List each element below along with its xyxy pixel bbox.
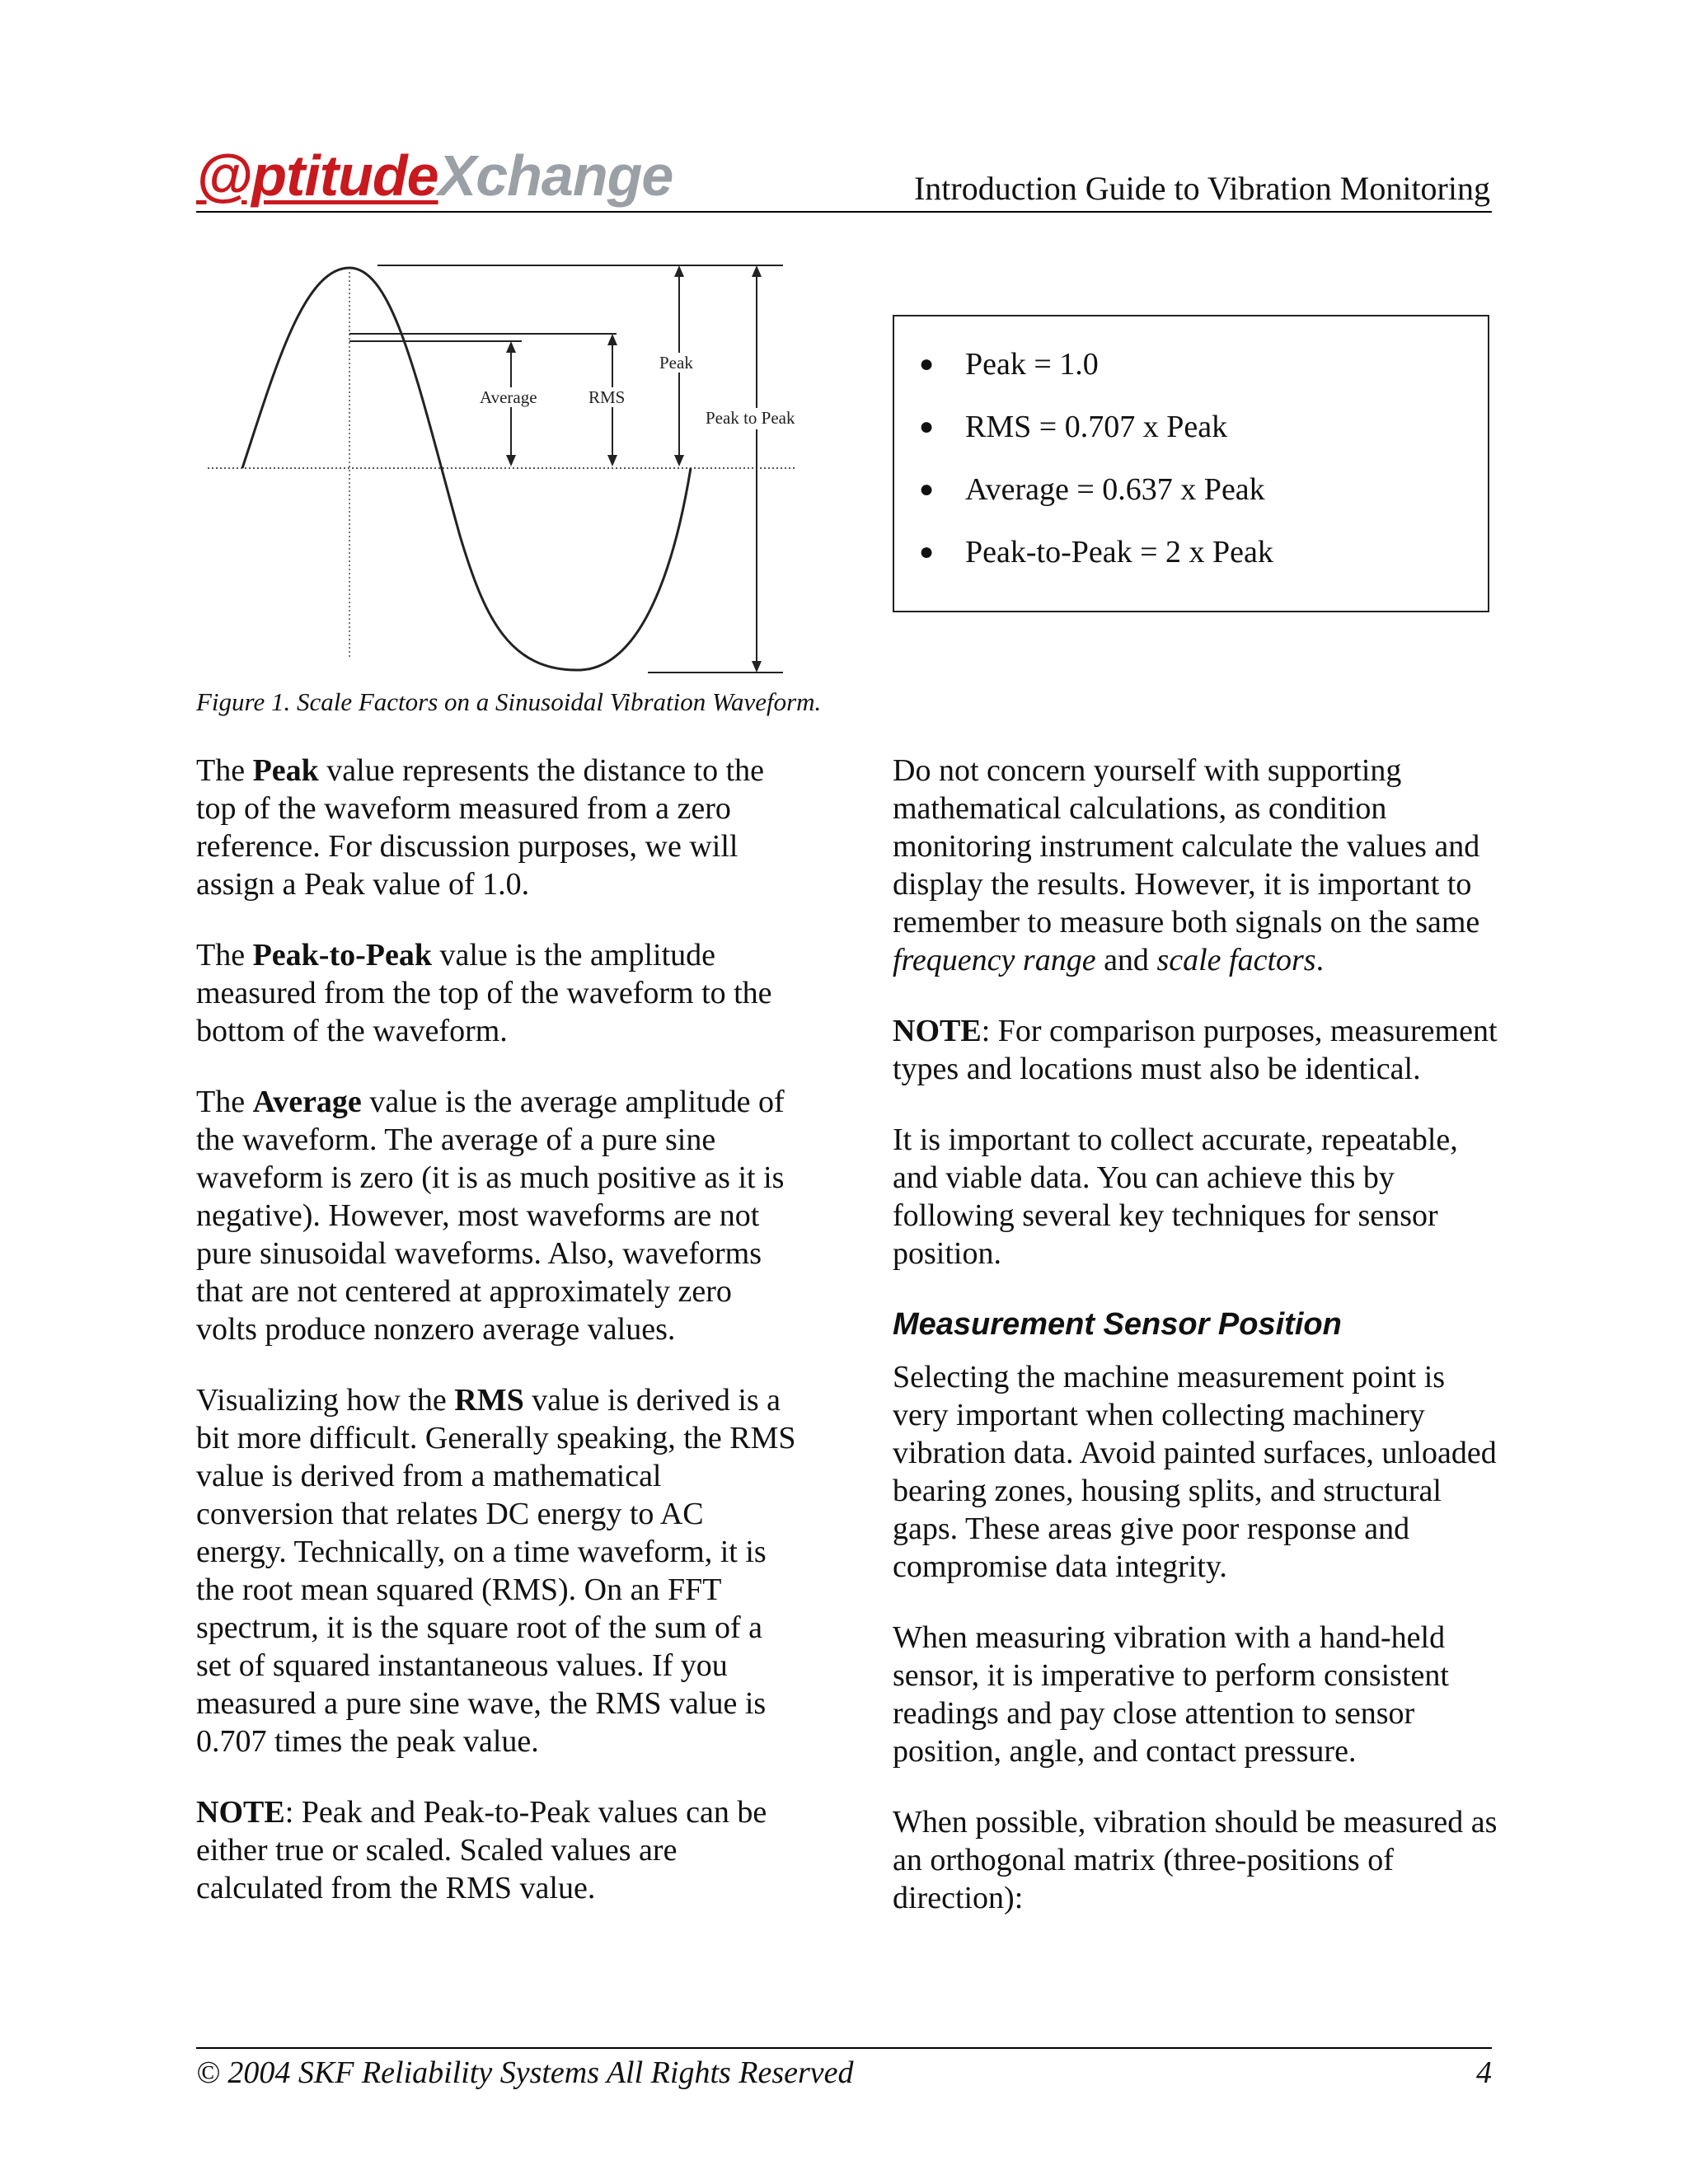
waveform-figure bbox=[196, 247, 814, 676]
copyright: © 2004 SKF Reliability Systems All Rights Reserved bbox=[196, 2055, 854, 2090]
paragraph-note-comparison bbox=[893, 1012, 1503, 1088]
factor-average: Average = 0.637 x Peak bbox=[965, 472, 1265, 507]
section-heading: Measurement Sensor Position bbox=[893, 1307, 1342, 1342]
list-item bbox=[917, 396, 1488, 458]
paragraph-average bbox=[196, 1083, 798, 1348]
logo bbox=[196, 143, 673, 208]
average-arrowhead-down bbox=[506, 455, 516, 466]
paragraph-hand-held: When measuring vibration with a hand-held sensor, it is imperative to perform consistent readings and pay close attention to sensor position, angle, and contact pressure. bbox=[893, 1620, 1449, 1769]
sine-wave bbox=[242, 268, 691, 670]
paragraph-peak bbox=[196, 752, 798, 903]
paragraph-orthogonal: When possible, vibration should be measured as an orthogonal matrix (three-positions of direction): bbox=[893, 1805, 1498, 1915]
logo-suffix: Xchange bbox=[438, 143, 673, 208]
figure-caption: Figure 1. Scale Factors on a Sinusoidal Vibration Waveform. bbox=[196, 687, 822, 716]
rms-arrowhead-up bbox=[607, 334, 617, 345]
paragraph-calculations bbox=[893, 752, 1503, 979]
bullet-icon: ● bbox=[919, 413, 935, 440]
list-item bbox=[917, 521, 1488, 583]
peak-to-peak-label: Peak to Peak bbox=[706, 408, 795, 428]
average-arrowhead-up bbox=[506, 341, 516, 353]
paragraph-measurement-point: Selecting the machine measurement point is very important when collecting machinery vibration data. Avoid painted surfaces, unloaded bearing zones, housing splits, and structural gaps. These areas give poor response and compromise data integrity. bbox=[893, 1360, 1497, 1584]
paragraph-accurate-data: It is important to collect accurate, repeatable, and viable data. You can achieve this by following several key techniques for sensor position. bbox=[893, 1122, 1458, 1271]
peak-label: Peak bbox=[659, 353, 693, 373]
bullet-icon: ● bbox=[919, 350, 935, 377]
document-title: Introduction Guide to Vibration Monitoring bbox=[913, 170, 1490, 207]
term-scale-factors: scale factors bbox=[1156, 943, 1316, 977]
right-column bbox=[893, 752, 1503, 1950]
waveform-diagram bbox=[196, 247, 814, 676]
text-run: : Peak and Peak-to-Peak values can be either true or scaled. Scaled values are calculated from the RMS value. bbox=[196, 1795, 767, 1905]
scale-factor-box bbox=[893, 315, 1489, 612]
text-run: and bbox=[1095, 943, 1157, 977]
peak-arrowhead-down bbox=[674, 455, 684, 466]
page-number: 4 bbox=[1476, 2055, 1492, 2090]
bullet-icon: ● bbox=[919, 538, 935, 565]
text-run: value represents the distance to the top of the waveform measured from a zero reference. For discussion purposes, we will assign a Peak value of 1.0. bbox=[196, 753, 765, 902]
term-rms: RMS bbox=[454, 1383, 524, 1418]
note-label: NOTE bbox=[196, 1795, 285, 1830]
text-run: value is the amplitude measured from the top of the waveform to the bottom of the waveform. bbox=[196, 938, 772, 1048]
term-peak: Peak bbox=[252, 753, 319, 788]
paragraph-rms bbox=[196, 1381, 798, 1760]
paragraph-peak-to-peak bbox=[196, 936, 798, 1050]
factor-peak: Peak = 1.0 bbox=[965, 347, 1099, 382]
average-label: Average bbox=[480, 387, 537, 407]
factor-rms: RMS = 0.707 x Peak bbox=[965, 410, 1228, 444]
text-run: . bbox=[1315, 943, 1325, 977]
footer-divider bbox=[196, 2047, 1492, 2049]
list-item bbox=[917, 333, 1488, 396]
peak-to-peak-arrowhead-down bbox=[752, 661, 762, 673]
text-run: value is derived is a bit more difficult. Generally speaking, the RMS value is derived from a mathematical conversion that relates DC energy to AC energy. Technically, on a time waveform, it is the root mean squared (RMS). On an FFT spectrum, it is the square root of the sum of a set of squared instantaneous values. If you measured a pure sine wave, the RMS value is 0.707 times the peak value. bbox=[196, 1383, 796, 1759]
text-run: The bbox=[196, 1085, 253, 1119]
header-divider bbox=[196, 211, 1492, 213]
rms-arrowhead-down bbox=[607, 455, 617, 466]
text-run: Visualizing how the bbox=[196, 1383, 455, 1418]
scale-factor-list bbox=[894, 316, 1488, 583]
rms-label: RMS bbox=[588, 387, 626, 407]
term-peak-to-peak: Peak-to-Peak bbox=[252, 938, 432, 972]
peak-to-peak-arrowhead-up bbox=[752, 265, 762, 277]
left-column bbox=[196, 752, 798, 1940]
list-item bbox=[917, 458, 1488, 521]
term-average: Average bbox=[252, 1085, 362, 1119]
note-label: NOTE bbox=[893, 1014, 982, 1048]
text-run: : For comparison purposes, measurement types and locations must also be identical. bbox=[893, 1014, 1498, 1086]
text-run: The bbox=[196, 938, 253, 972]
term-frequency-range: frequency range bbox=[893, 943, 1096, 977]
text-run: The bbox=[196, 753, 253, 788]
text-run: Do not concern yourself with supporting mathematical calculations, as condition monitoring instrument calculate the values and display the results. However, it is important to remember to measure both signals on the same bbox=[893, 753, 1480, 940]
text-run: value is the average amplitude of the waveform. The average of a pure sine waveform is zero (it is as much positive as it is negative). However, most waveforms are not pure sinusoidal waveforms. Also, waveforms that are not centered at approximately zero volts produce nonzero average values. bbox=[196, 1085, 785, 1347]
peak-arrowhead-up bbox=[674, 265, 684, 277]
bullet-icon: ● bbox=[919, 476, 935, 503]
paragraph-note-scaled bbox=[196, 1793, 798, 1907]
factor-peak-to-peak: Peak-to-Peak = 2 x Peak bbox=[965, 535, 1273, 569]
logo-prefix: @ptitude bbox=[196, 143, 438, 208]
